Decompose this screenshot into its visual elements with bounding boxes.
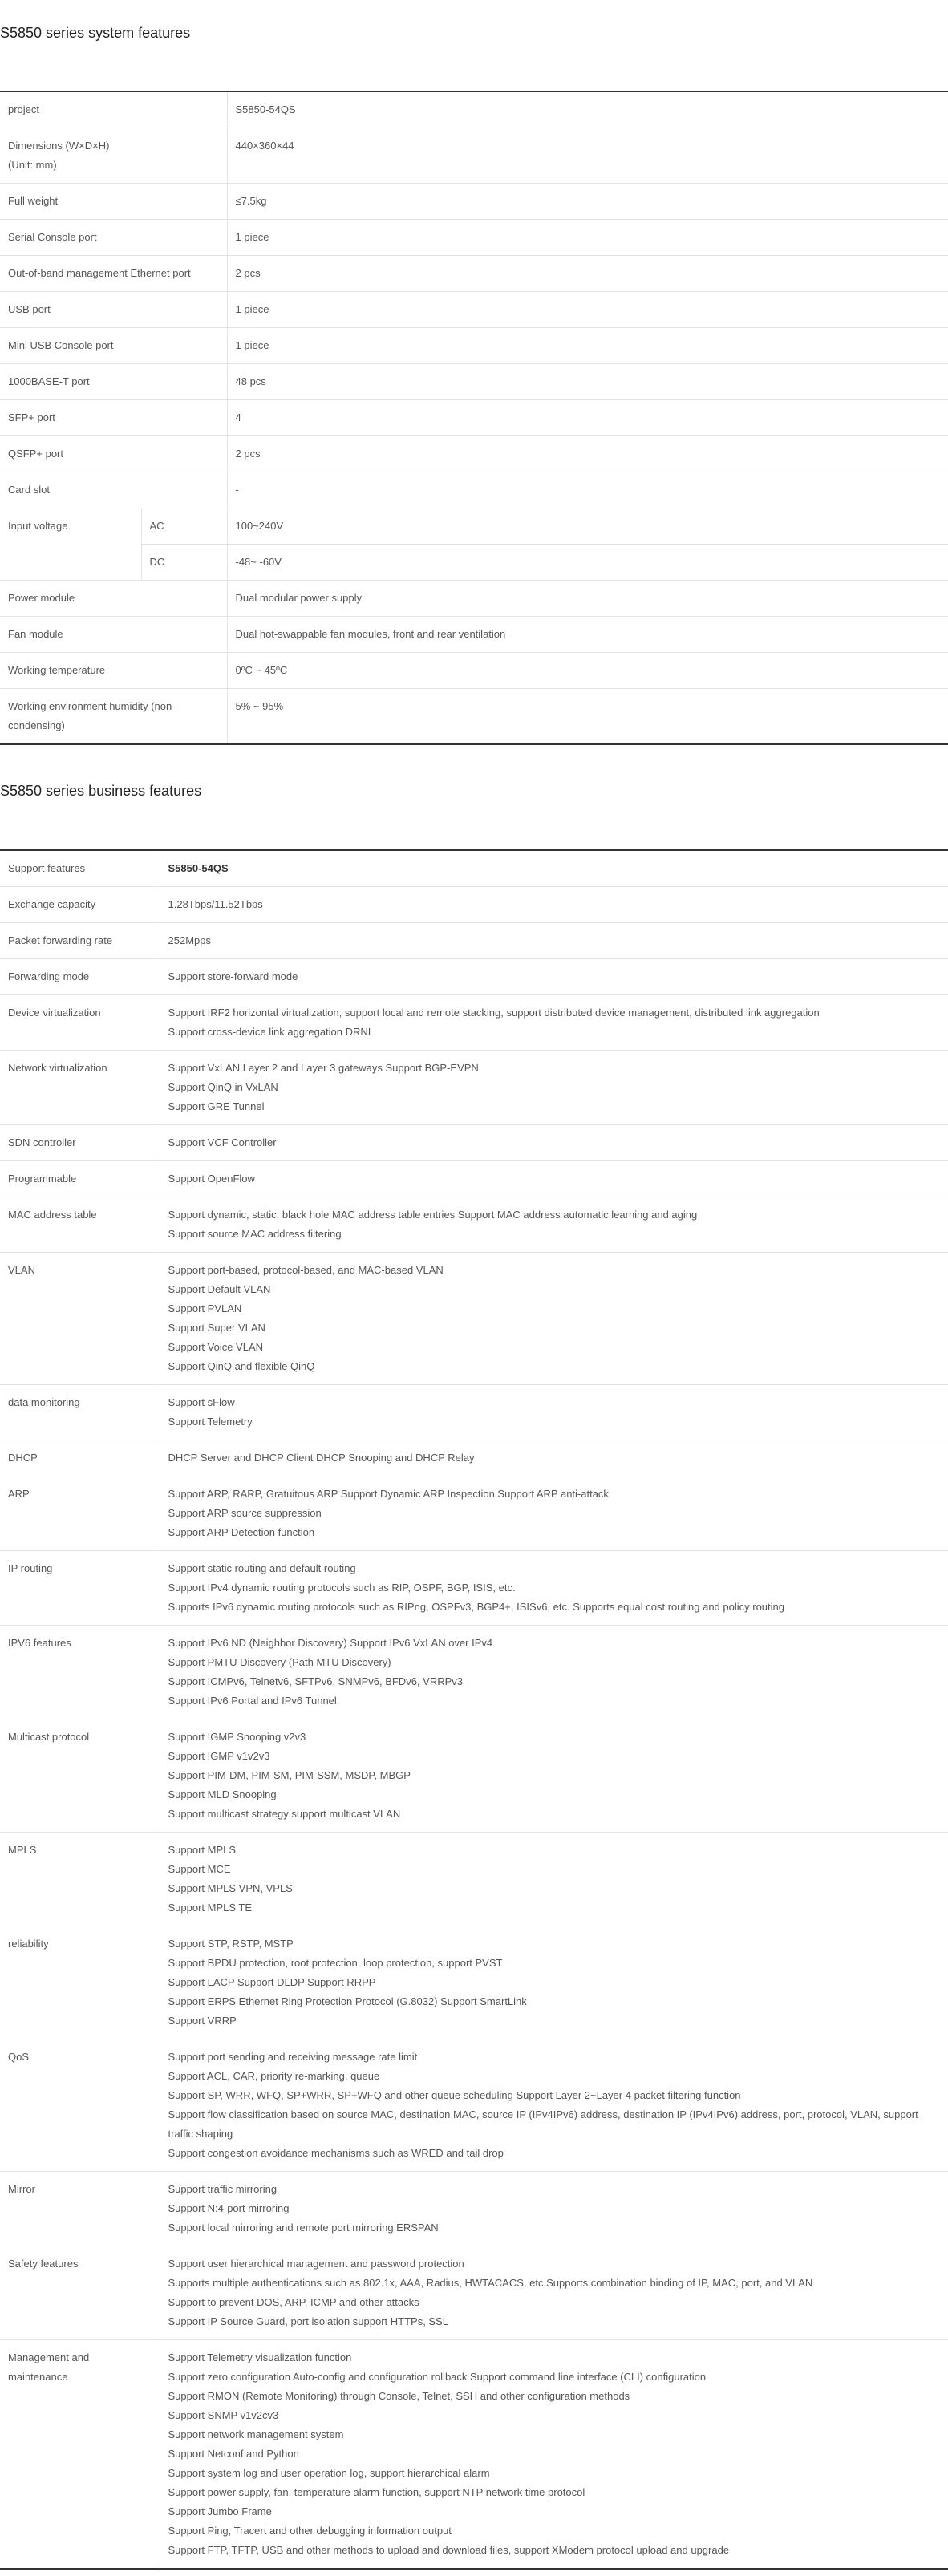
row-label: IPV6 features	[0, 1626, 160, 1719]
dc-label: DC	[141, 545, 227, 581]
row-label: Power module	[0, 581, 227, 617]
row-label: Out-of-band management Ethernet port	[0, 256, 227, 292]
table-row	[0, 220, 948, 256]
table-row	[0, 2340, 948, 2570]
row-value-line: Support LACP Support DLDP Support RRPP	[168, 1976, 376, 1988]
table-row	[0, 1476, 948, 1551]
row-value	[160, 1440, 948, 1476]
business-features-title: S5850 series business features	[0, 783, 202, 799]
row-value-line: Support zero configuration Auto-config and configuration rollback Support command line interface (CLI) configuration	[168, 2371, 707, 2383]
row-value	[160, 923, 948, 959]
ac-label: AC	[141, 508, 227, 545]
row-label: Programmable	[0, 1161, 160, 1197]
table-row	[0, 256, 948, 292]
row-value-line: Support VRRP	[168, 2015, 237, 2027]
row-value-line: Support port sending and receiving message rate limit	[168, 2051, 418, 2063]
table-row	[0, 653, 948, 689]
table-row	[0, 1161, 948, 1197]
row-value-line: Support MPLS TE	[168, 1902, 253, 1914]
row-value-line: Support network management system	[168, 2428, 344, 2440]
row-value-line: Support power supply, fan, temperature alarm function, support NTP network time protocol	[168, 2486, 585, 2498]
row-value-line: Support Telemetry	[168, 1416, 253, 1428]
row-value-line: Supports multiple authentications such as 802.1x, AAA, Radius, HWTACACS, etc.Supports combination binding of IP, MAC, port, and VLAN	[168, 2277, 813, 2289]
row-value-line: Support Super VLAN	[168, 1322, 265, 1334]
table-row	[0, 581, 948, 617]
table-row	[0, 1833, 948, 1926]
table-row	[0, 1626, 948, 1719]
table-row	[0, 91, 948, 128]
business-features-table	[0, 849, 948, 2570]
row-value	[160, 1926, 948, 2039]
table-row	[0, 364, 948, 400]
table-row	[0, 959, 948, 995]
row-value-line: Support QinQ and flexible QinQ	[168, 1360, 315, 1372]
row-value-line: Support ERPS Ethernet Ring Protection Protocol (G.8032) Support SmartLink	[168, 1995, 527, 2007]
row-label: ARP	[0, 1476, 160, 1551]
row-label: Card slot	[0, 472, 227, 508]
row-value	[160, 1833, 948, 1926]
row-value-line: Support MLD Snooping	[168, 1788, 277, 1800]
row-value-line: Support VxLAN Layer 2 and Layer 3 gateways Support BGP-EVPN	[168, 1062, 479, 1074]
row-label: IP routing	[0, 1551, 160, 1626]
table-row	[0, 689, 948, 745]
row-value-line: 252Mpps	[168, 934, 211, 946]
table-row	[0, 887, 948, 923]
row-value-line: Support SNMP v1v2cv3	[168, 2409, 279, 2421]
table-row	[0, 1440, 948, 1476]
row-value	[160, 1161, 948, 1197]
row-value-line: Support OpenFlow	[168, 1173, 255, 1185]
row-value-line: Support ARP Detection function	[168, 1526, 315, 1538]
row-value-line: Support sFlow	[168, 1396, 235, 1408]
row-value-line: Support ACL, CAR, priority re-marking, queue	[168, 2070, 380, 2082]
row-value-line: DHCP Server and DHCP Client DHCP Snooping and DHCP Relay	[168, 1452, 475, 1464]
table-row	[0, 2172, 948, 2246]
ac-value: 100~240V	[227, 508, 948, 545]
row-label: Full weight	[0, 184, 227, 220]
row-value	[160, 1051, 948, 1125]
table-row	[0, 1551, 948, 1626]
row-value-line: Support MPLS VPN, VPLS	[168, 1882, 293, 1894]
table-row	[0, 1926, 948, 2039]
row-label: Exchange capacity	[0, 887, 160, 923]
row-value-line: Support PVLAN	[168, 1302, 242, 1314]
row-value-line: Support Netconf and Python	[168, 2448, 299, 2460]
row-value	[160, 2172, 948, 2246]
row-value-line: Support system log and user operation log, support hierarchical alarm	[168, 2467, 490, 2479]
row-value: 440×360×44	[227, 128, 948, 184]
row-label: QoS	[0, 2039, 160, 2172]
row-value: Dual hot-swappable fan modules, front and rear ventilation	[227, 617, 948, 653]
row-label: SFP+ port	[0, 400, 227, 436]
row-value-line: Support QinQ in VxLAN	[168, 1081, 278, 1093]
table-row	[0, 472, 948, 508]
row-value	[160, 2246, 948, 2340]
table-row	[0, 1385, 948, 1440]
row-value-line: Support IP Source Guard, port isolation support HTTPs, SSL	[168, 2315, 448, 2327]
row-label: Serial Console port	[0, 220, 227, 256]
table-row	[0, 923, 948, 959]
row-value-line: Support traffic mirroring	[168, 2183, 278, 2195]
row-value-line: Support GRE Tunnel	[168, 1100, 265, 1112]
row-label: USB port	[0, 292, 227, 328]
row-value-line: Support Voice VLAN	[168, 1341, 264, 1353]
row-label: Mini USB Console port	[0, 328, 227, 364]
row-value	[160, 1719, 948, 1833]
row-label: Working environment humidity (non-condensing)	[0, 689, 227, 745]
row-value-line: Support N:4-port mirroring	[168, 2202, 290, 2214]
row-value-line: Support PIM-DM, PIM-SM, PIM-SSM, MSDP, MBGP	[168, 1769, 411, 1781]
row-value-line: Support IPv4 dynamic routing protocols such as RIP, OSPF, BGP, ISIS, etc.	[168, 1582, 516, 1594]
row-value: -	[227, 472, 948, 508]
input-voltage-label: Input voltage	[0, 508, 141, 581]
row-value-line: Support IRF2 horizontal virtualization, support local and remote stacking, support distributed device management, distributed link aggregation	[168, 1007, 820, 1019]
row-label: VLAN	[0, 1253, 160, 1385]
row-label: Multicast protocol	[0, 1719, 160, 1833]
header-value: S5850-54QS	[160, 850, 948, 887]
table-row	[0, 1719, 948, 1833]
row-label: Management and maintenance	[0, 2340, 160, 2570]
row-value-line: Support MCE	[168, 1863, 231, 1875]
row-value-line: Support IPv6 ND (Neighbor Discovery) Support IPv6 VxLAN over IPv4	[168, 1637, 493, 1649]
row-label: MPLS	[0, 1833, 160, 1926]
row-value-line: Support MPLS	[168, 1844, 237, 1856]
row-value-line: Support store-forward mode	[168, 970, 298, 982]
row-value: ≤7.5kg	[227, 184, 948, 220]
row-value	[160, 1476, 948, 1551]
row-value: 5% ~ 95%	[227, 689, 948, 745]
row-value-line: Support ARP, RARP, Gratuitous ARP Support Dynamic ARP Inspection Support ARP anti-attack	[168, 1488, 609, 1500]
table-row	[0, 128, 948, 184]
table-row	[0, 436, 948, 472]
row-value-line: Support flow classification based on source MAC, destination MAC, source IP (IPv4IPv6) address, destination IP (IPv4IPv6) address, port, protocol, VLAN, support traffic shaping	[168, 2108, 918, 2140]
row-value: 4	[227, 400, 948, 436]
table-row	[0, 617, 948, 653]
table-row	[0, 184, 948, 220]
row-value-line: Support FTP, TFTP, USB and other methods to upload and download files, support XModem protocol upload and upgrade	[168, 2544, 730, 2556]
row-value: 2 pcs	[227, 256, 948, 292]
row-label: Safety features	[0, 2246, 160, 2340]
row-value-line: Support source MAC address filtering	[168, 1228, 342, 1240]
row-value-line: Supports IPv6 dynamic routing protocols such as RIPng, OSPFv3, BGP4+, ISISv6, etc. Supports equal cost routing and policy routing	[168, 1601, 784, 1613]
row-value-line: Support static routing and default routing	[168, 1562, 356, 1574]
row-value	[160, 2039, 948, 2172]
row-value-line: Support congestion avoidance mechanisms such as WRED and tail drop	[168, 2147, 504, 2159]
row-label: QSFP+ port	[0, 436, 227, 472]
row-label: reliability	[0, 1926, 160, 2039]
table-header-row	[0, 850, 948, 887]
table-row	[0, 508, 948, 545]
row-value-line: Support user hierarchical management and password protection	[168, 2258, 464, 2270]
row-value-line: Support Default VLAN	[168, 1283, 271, 1295]
row-value-line: Support STP, RSTP, MSTP	[168, 1938, 294, 1950]
table-row	[0, 328, 948, 364]
row-value-line: Support IGMP Snooping v2v3	[168, 1731, 306, 1743]
table-row	[0, 1197, 948, 1253]
row-value: 2 pcs	[227, 436, 948, 472]
row-value: 48 pcs	[227, 364, 948, 400]
row-value	[160, 1551, 948, 1626]
table-row	[0, 545, 948, 581]
row-value	[160, 1385, 948, 1440]
row-value	[160, 959, 948, 995]
header-label: Support features	[0, 850, 160, 887]
row-label: SDN controller	[0, 1125, 160, 1161]
row-label: 1000BASE-T port	[0, 364, 227, 400]
table-row	[0, 995, 948, 1051]
row-value-line: Support IGMP v1v2v3	[168, 1750, 270, 1762]
row-label: Working temperature	[0, 653, 227, 689]
row-value	[160, 1125, 948, 1161]
row-label: Packet forwarding rate	[0, 923, 160, 959]
table-row	[0, 1253, 948, 1385]
row-value: 1 piece	[227, 220, 948, 256]
row-value: 0ºC ~ 45ºC	[227, 653, 948, 689]
row-value: S5850-54QS	[227, 91, 948, 128]
dc-value: -48~ -60V	[227, 545, 948, 581]
row-label: MAC address table	[0, 1197, 160, 1253]
row-label: Mirror	[0, 2172, 160, 2246]
row-value-line: Support ICMPv6, Telnetv6, SFTPv6, SNMPv6, BFDv6, VRRPv3	[168, 1675, 463, 1687]
row-value: Dual modular power supply	[227, 581, 948, 617]
row-label: Fan module	[0, 617, 227, 653]
row-value	[160, 887, 948, 923]
row-value-line: Support BPDU protection, root protection, loop protection, support PVST	[168, 1957, 503, 1969]
row-value	[160, 2340, 948, 2570]
row-label: Forwarding mode	[0, 959, 160, 995]
row-value	[160, 995, 948, 1051]
row-value-line: Support Telemetry visualization function	[168, 2351, 352, 2363]
row-value-line: Support PMTU Discovery (Path MTU Discovery)	[168, 1656, 391, 1668]
row-value-line: Support to prevent DOS, ARP, ICMP and other attacks	[168, 2296, 419, 2308]
row-value	[160, 1197, 948, 1253]
row-value: 1 piece	[227, 328, 948, 364]
table-row	[0, 1051, 948, 1125]
table-row	[0, 292, 948, 328]
row-value-line: 1.28Tbps/11.52Tbps	[168, 898, 263, 910]
row-value-line: Support Jumbo Frame	[168, 2505, 272, 2517]
row-value-line: Support VCF Controller	[168, 1136, 277, 1148]
row-value-line: Support Ping, Tracert and other debugging information output	[168, 2525, 452, 2537]
row-value-line: Support dynamic, static, black hole MAC address table entries Support MAC address automatic learning and aging	[168, 1209, 698, 1221]
row-value-line: Support IPv6 Portal and IPv6 Tunnel	[168, 1695, 337, 1707]
row-label: Network virtualization	[0, 1051, 160, 1125]
row-value-line: Support local mirroring and remote port mirroring ERSPAN	[168, 2222, 439, 2234]
table-row	[0, 1125, 948, 1161]
system-features-table	[0, 91, 948, 745]
row-value-line: Support port-based, protocol-based, and MAC-based VLAN	[168, 1264, 444, 1276]
row-label: Dimensions (W×D×H) (Unit: mm)	[0, 128, 227, 184]
row-value	[160, 1626, 948, 1719]
row-value-line: Support cross-device link aggregation DRNI	[168, 1026, 371, 1038]
row-value-line: Support ARP source suppression	[168, 1507, 322, 1519]
row-value-line: Support SP, WRR, WFQ, SP+WRR, SP+WFQ and other queue scheduling Support Layer 2~Layer 4 packet filtering function	[168, 2089, 741, 2101]
system-features-title: S5850 series system features	[0, 25, 191, 41]
row-label: DHCP	[0, 1440, 160, 1476]
row-label: project	[0, 91, 227, 128]
row-value: 1 piece	[227, 292, 948, 328]
table-row	[0, 2246, 948, 2340]
row-value	[160, 1253, 948, 1385]
table-row	[0, 2039, 948, 2172]
row-label: Device virtualization	[0, 995, 160, 1051]
row-label: data monitoring	[0, 1385, 160, 1440]
row-value-line: Support RMON (Remote Monitoring) through Console, Telnet, SSH and other configuration methods	[168, 2390, 630, 2402]
row-value-line: Support multicast strategy support multicast VLAN	[168, 1808, 401, 1820]
table-row	[0, 400, 948, 436]
